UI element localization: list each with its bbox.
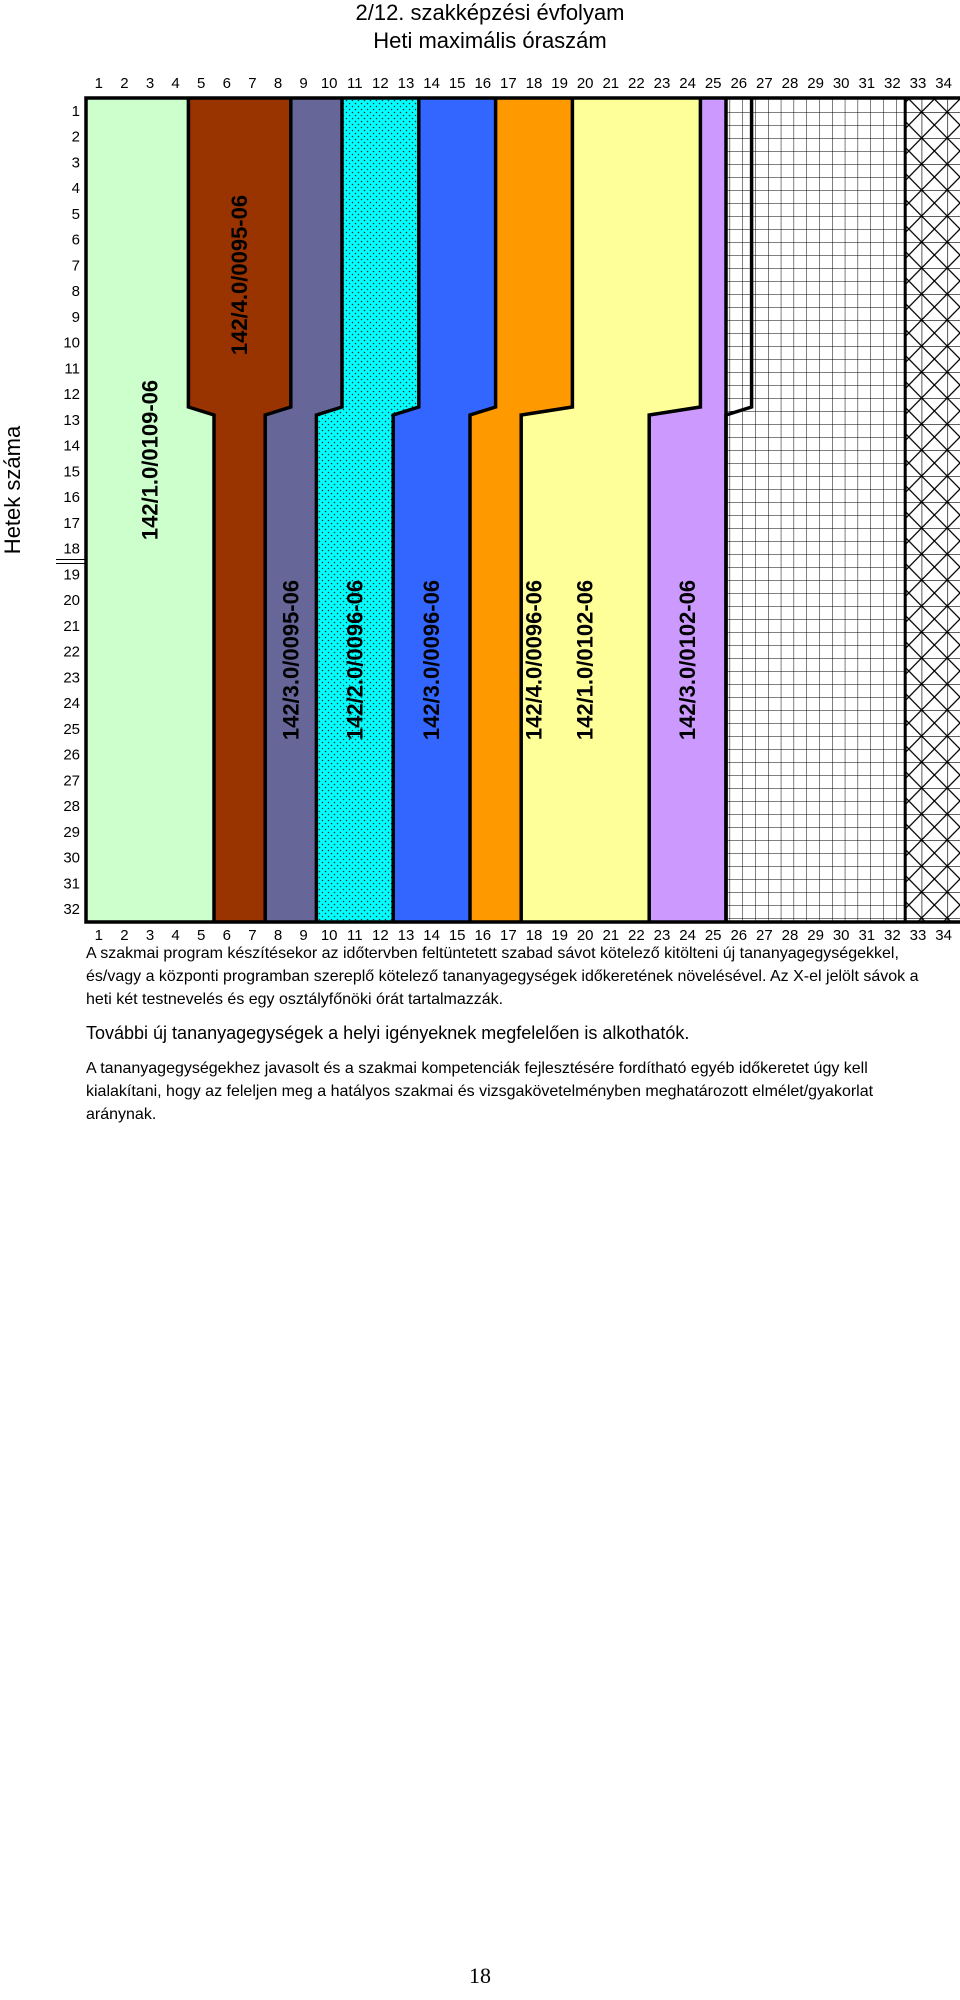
x-tick-label-bottom: 32 [884, 927, 901, 944]
y-tick-label-left: 11 [64, 360, 80, 378]
x-tick-label-bottom: 21 [602, 927, 620, 944]
x-tick-label-bottom: 30 [832, 927, 850, 944]
y-tick-label-left: 3 [71, 154, 80, 172]
y-tick-label-left: 20 [63, 592, 80, 610]
page-number: 18 [469, 1963, 491, 1988]
y-axis-label: Hetek száma [0, 425, 25, 555]
x-tick-label-bottom: 24 [679, 927, 696, 944]
x-tick-label-bottom: 4 [171, 927, 180, 944]
x-tick-label-bottom: 19 [551, 927, 568, 944]
block-label: 142/3.0/0095-06 [278, 579, 304, 741]
x-tick-label-top: 8 [273, 75, 283, 92]
y-tick-label-left: 7 [71, 257, 80, 275]
y-tick-label-left: 12 [63, 386, 80, 404]
y-tick-label-left: 13 [63, 411, 80, 429]
x-tick-label-top: 25 [704, 75, 722, 92]
x-tick-label-bottom: 16 [474, 927, 492, 944]
y-tick-label-left: 32 [63, 901, 80, 919]
x-tick-label-top: 19 [551, 75, 568, 92]
y-tick-label-left: 21 [63, 617, 80, 635]
y-tick-label-left: 18 [63, 540, 80, 558]
y-tick-label-left: 5 [71, 205, 80, 223]
y-tick-label-left: 27 [63, 772, 80, 790]
x-tick-label-top: 14 [423, 75, 440, 92]
y-tick-label-left: 4 [71, 180, 80, 198]
x-tick-label-top: 4 [171, 75, 180, 92]
x-tick-label-bottom: 12 [372, 927, 389, 944]
x-tick-label-top: 13 [397, 75, 415, 92]
x-tick-label-top: 5 [197, 75, 206, 92]
note-paragraph-3: A tananyagegységekhez javasolt és a szakmai kompetenciák fejlesztésére fordítható egyéb időkeretet úgy kell kialakítani, hogy az feleljen meg a hatályos szakmai és vizsgakövetelményben meghatározott elmélet/gyakorlat aránynak. [86, 1060, 874, 1123]
x-tick-label-top: 28 [781, 75, 799, 92]
y-tick-label-left: 23 [63, 669, 80, 687]
y-tick-label-left: 17 [63, 514, 80, 532]
notes-section [86, 942, 936, 1136]
y-tick-label-left: 22 [63, 643, 80, 661]
x-tick-label-top: 31 [858, 75, 876, 92]
x-tick-label-bottom: 33 [909, 927, 927, 944]
x-tick-label-top: 32 [884, 75, 901, 92]
x-tick-label-top: 1 [94, 75, 103, 92]
y-tick-label-left: 10 [63, 334, 80, 352]
y-tick-label-left: 30 [63, 849, 80, 867]
x-tick-label-bottom: 26 [730, 927, 748, 944]
y-tick-label-left: 14 [63, 437, 80, 455]
note-paragraph-2: További új tananyagegységek a helyi igényeknek megfelelően is alkothatók. [86, 1023, 690, 1043]
y-tick-label-left: 9 [71, 308, 80, 326]
y-tick-label-left: 31 [63, 875, 80, 893]
x-tick-label-bottom: 9 [299, 927, 308, 944]
y-tick-label-left: 29 [63, 823, 80, 841]
block-label: 142/3.0/0102-06 [675, 579, 701, 741]
x-tick-label-bottom: 22 [628, 927, 645, 944]
x-tick-label-bottom: 14 [423, 927, 440, 944]
x-tick-label-top: 34 [935, 75, 952, 92]
x-tick-label-top: 6 [222, 75, 231, 92]
x-tick-label-top: 12 [372, 75, 389, 92]
x-tick-label-bottom: 6 [222, 927, 231, 944]
x-tick-label-bottom: 25 [704, 927, 722, 944]
y-tick-label-left: 25 [63, 720, 80, 738]
x-tick-label-top: 9 [299, 75, 308, 92]
x-band [905, 98, 960, 922]
block-label: 142/1.0/0109-06 [137, 379, 163, 541]
x-tick-label-top: 33 [909, 75, 927, 92]
x-tick-label-top: 3 [145, 75, 155, 92]
x-tick-label-bottom: 2 [120, 927, 129, 944]
block-label: 142/4.0/0095-06 [227, 194, 253, 356]
page-title: 2/12. szakképzési évfolyam [355, 0, 625, 25]
x-tick-label-bottom: 3 [145, 927, 155, 944]
x-tick-label-top: 21 [602, 75, 620, 92]
block-label: 142/3.0/0096-06 [419, 579, 445, 741]
x-tick-label-bottom: 27 [756, 927, 773, 944]
blocks-fill-layer [86, 98, 960, 922]
x-tick-label-bottom: 15 [448, 927, 466, 944]
x-tick-label-bottom: 7 [248, 927, 257, 944]
block-label: 142/2.0/0096-06 [342, 579, 368, 741]
x-tick-label-top: 16 [474, 75, 492, 92]
x-tick-label-bottom: 34 [935, 927, 952, 944]
block-label: 142/4.0/0096-06 [521, 579, 547, 741]
y-tick-label-left: 16 [63, 489, 80, 507]
x-tick-label-bottom: 1 [94, 927, 103, 944]
x-tick-label-top: 7 [248, 75, 257, 92]
x-tick-label-top: 29 [807, 75, 824, 92]
x-tick-label-bottom: 31 [858, 927, 876, 944]
x-tick-label-bottom: 17 [500, 927, 517, 944]
x-tick-label-top: 20 [576, 75, 594, 92]
y-tick-label-left: 2 [71, 128, 80, 146]
y-tick-label-left: 26 [63, 746, 80, 764]
x-tick-label-top: 26 [730, 75, 748, 92]
x-tick-label-bottom: 10 [320, 927, 338, 944]
block-label: 142/1.0/0102-06 [572, 579, 598, 741]
y-tick-label-left: 19 [63, 566, 80, 584]
x-tick-label-top: 18 [525, 75, 543, 92]
y-tick-label-left: 24 [63, 695, 80, 713]
note-paragraph-1: A szakmai program készítésekor az időtervben feltüntetett szabad sávot kötelező kitölteni új tananyagegységekkel, és/vagy a központi programban szereplő kötelező tananyagegységek időkeretének növelésével. Az X-el jelölt sávok a heti két testnevelés és egy osztályfőnöki órát tartalmazzák. [86, 945, 919, 1008]
y-tick-label-left: 8 [71, 283, 80, 301]
x-tick-label-top: 30 [832, 75, 850, 92]
x-tick-label-top: 11 [347, 75, 363, 92]
y-tick-label-left: 6 [71, 231, 80, 249]
x-tick-label-top: 2 [120, 75, 129, 92]
x-tick-label-bottom: 18 [525, 927, 543, 944]
timetable-chart [0, 60, 960, 944]
x-tick-label-top: 23 [653, 75, 671, 92]
x-tick-label-bottom: 13 [397, 927, 415, 944]
y-tick-label-left: 15 [63, 463, 80, 481]
y-tick-label-left: 1 [71, 102, 80, 120]
x-tick-label-bottom: 28 [781, 927, 799, 944]
x-tick-label-top: 15 [448, 75, 466, 92]
x-tick-label-top: 27 [756, 75, 773, 92]
page-subtitle: Heti maximális óraszám [373, 28, 607, 53]
x-tick-label-top: 22 [628, 75, 645, 92]
x-tick-label-bottom: 11 [347, 927, 363, 944]
x-tick-label-bottom: 29 [807, 927, 824, 944]
x-tick-label-bottom: 5 [197, 927, 206, 944]
x-tick-label-top: 17 [500, 75, 517, 92]
x-tick-label-bottom: 20 [576, 927, 594, 944]
x-tick-label-bottom: 23 [653, 927, 671, 944]
x-tick-label-top: 10 [320, 75, 338, 92]
x-tick-label-top: 24 [679, 75, 696, 92]
y-tick-label-left: 28 [63, 798, 80, 816]
x-tick-label-bottom: 8 [273, 927, 283, 944]
